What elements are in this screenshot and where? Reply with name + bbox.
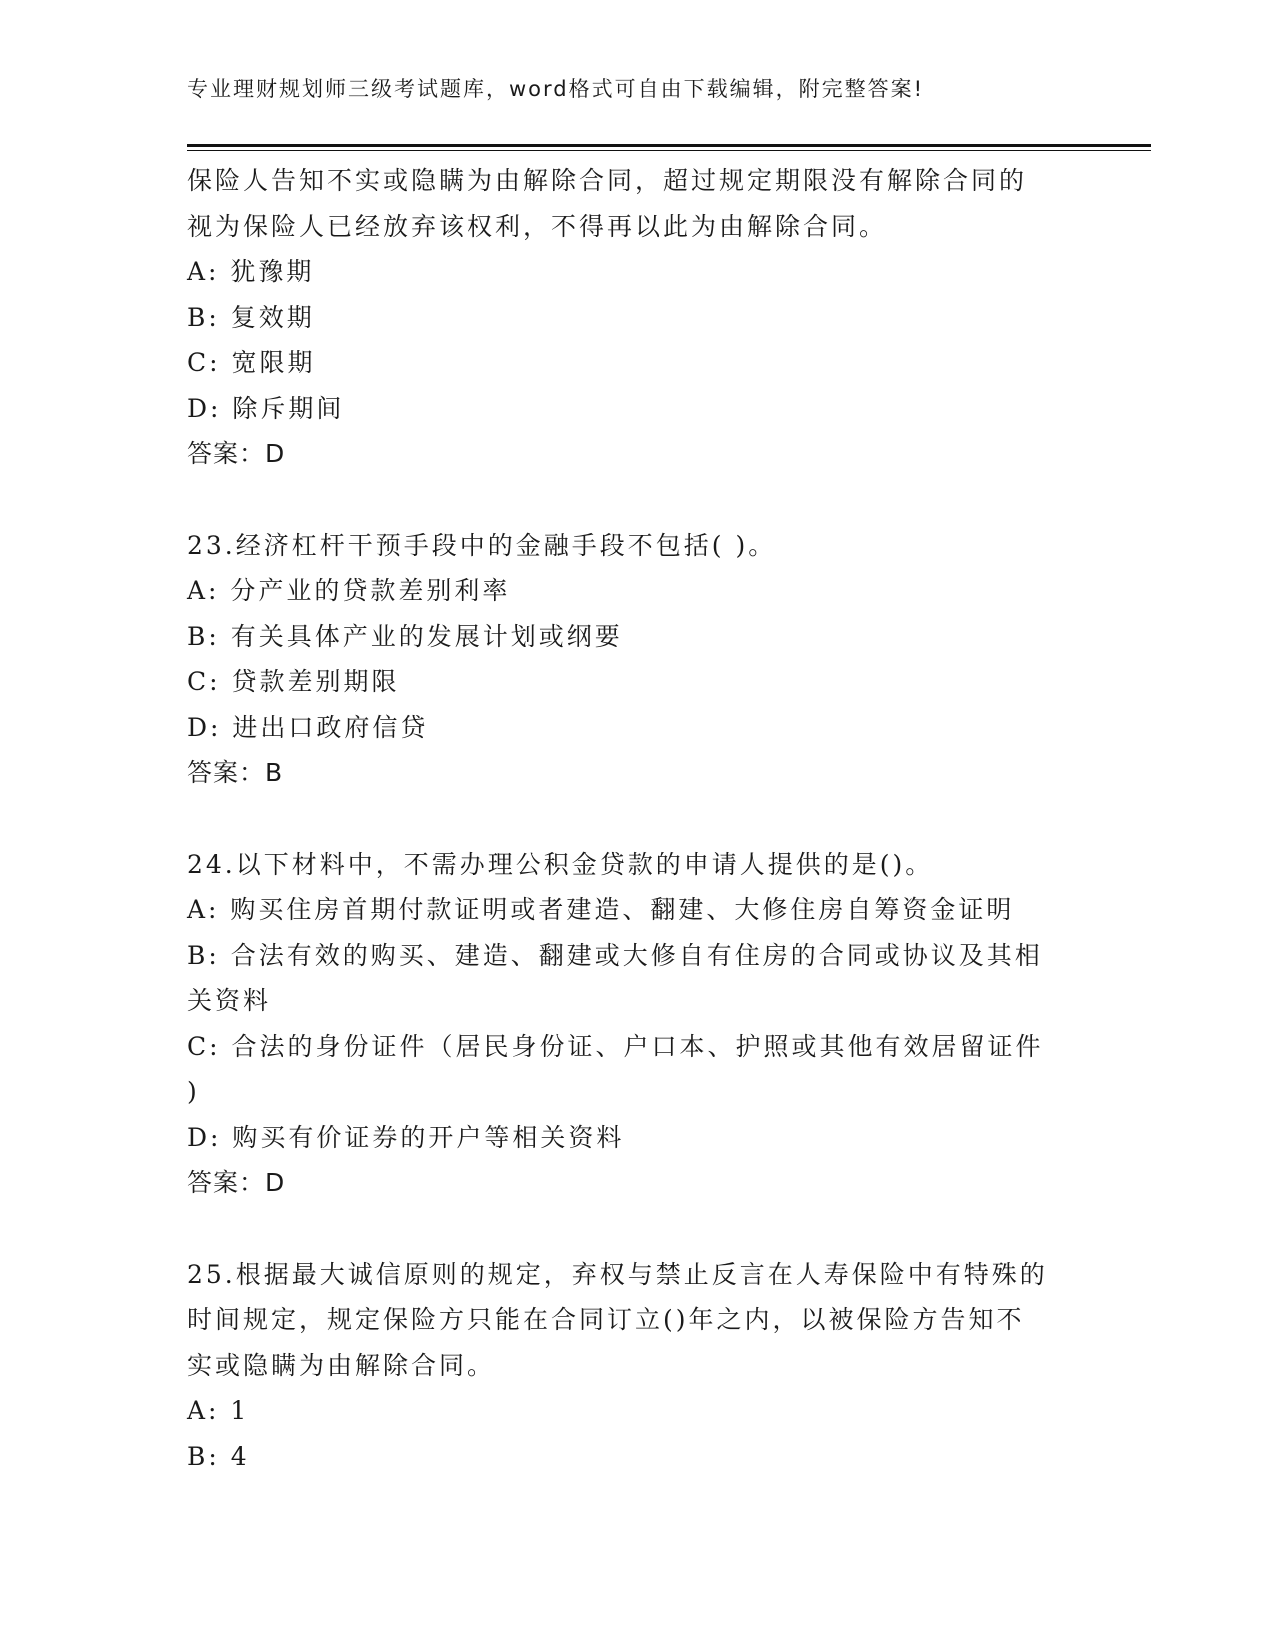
option-a: A: 1 bbox=[187, 1396, 250, 1425]
spacer bbox=[187, 796, 1087, 842]
header-divider bbox=[187, 144, 1151, 147]
spacer bbox=[187, 477, 1087, 523]
answer: 答案：D bbox=[187, 439, 286, 468]
question-22 bbox=[187, 158, 1087, 477]
question-stem: 视为保险人已经放弃该权利，不得再以此为由解除合同。 bbox=[187, 211, 888, 241]
option-c: C: 合法的身份证件（居民身份证、户口本、护照或其他有效居留证件 bbox=[187, 1031, 1044, 1061]
answer: 答案：B bbox=[187, 758, 284, 787]
page-header: 专业理财规划师三级考试题库，word格式可自由下载编辑，附完整答案! bbox=[187, 77, 925, 101]
question-stem: 保险人告知不实或隐瞒为由解除合同，超过规定期限没有解除合同的 bbox=[187, 166, 1028, 195]
header-divider-thin bbox=[187, 150, 1151, 151]
option-b: B: 有关具体产业的发展计划或纲要 bbox=[187, 621, 623, 651]
option-c: C: 宽限期 bbox=[187, 348, 316, 377]
question-stem: 25.根据最大诚信原则的规定，弃权与禁止反言在人寿保险中有特殊的 bbox=[187, 1259, 1048, 1289]
question-content bbox=[187, 158, 1087, 1479]
question-stem: 实或隐瞒为由解除合同。 bbox=[187, 1350, 496, 1380]
option-a: A: 购买住房首期付款证明或者建造、翻建、大修住房自筹资金证明 bbox=[187, 895, 1015, 924]
option-b: B: 复效期 bbox=[187, 302, 315, 332]
question-stem: 24.以下材料中，不需办理公积金贷款的申请人提供的是()。 bbox=[187, 849, 934, 879]
option-a: A: 犹豫期 bbox=[187, 257, 315, 286]
question-24 bbox=[187, 842, 1087, 1206]
option-b: B: 4 bbox=[187, 1441, 250, 1471]
option-b-continued: 关资料 bbox=[187, 986, 272, 1015]
option-a: A: 分产业的贷款差别利率 bbox=[187, 576, 511, 605]
question-stem: 23.经济杠杆干预手段中的金融手段不包括( )。 bbox=[187, 530, 777, 560]
spacer bbox=[187, 1206, 1087, 1252]
option-d: D: 除斥期间 bbox=[187, 393, 345, 423]
question-23 bbox=[187, 523, 1087, 796]
option-d: D: 购买有价证券的开户等相关资料 bbox=[187, 1122, 625, 1152]
option-c-continued: ) bbox=[187, 1077, 200, 1106]
question-25 bbox=[187, 1252, 1087, 1480]
option-c: C: 贷款差别期限 bbox=[187, 667, 400, 696]
answer: 答案：D bbox=[187, 1168, 286, 1197]
question-stem: 时间规定，规定保险方只能在合同订立()年之内，以被保险方告知不 bbox=[187, 1305, 1025, 1334]
option-d: D: 进出口政府信贷 bbox=[187, 712, 429, 742]
option-b: B: 合法有效的购买、建造、翻建或大修自有住房的合同或协议及其相 bbox=[187, 940, 1043, 970]
